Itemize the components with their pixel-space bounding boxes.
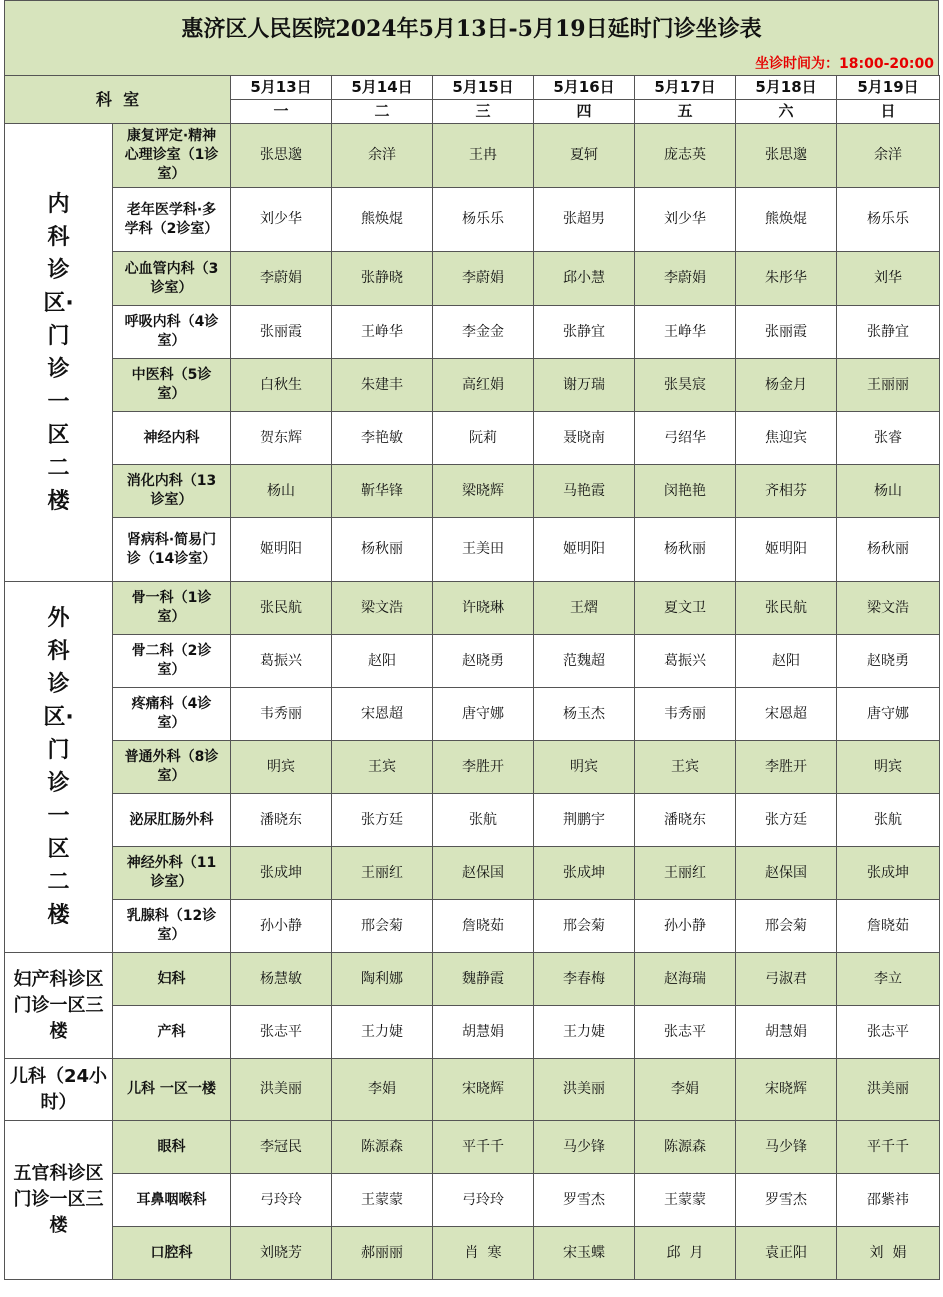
dept-name: 儿科 一区一楼	[113, 1059, 231, 1121]
dept-name: 呼吸内科（4诊室）	[113, 306, 231, 359]
doctor-cell: 赵保国	[736, 847, 837, 900]
table-row	[5, 1006, 940, 1059]
doctor-cell: 张静晓	[332, 252, 433, 306]
doctor-cell: 杨乐乐	[433, 188, 534, 252]
doctor-cell: 张超男	[534, 188, 635, 252]
dept-name: 老年医学科·多学科（2诊室）	[113, 188, 231, 252]
doctor-cell: 罗雪杰	[736, 1174, 837, 1227]
doctor-cell: 张思邈	[231, 124, 332, 188]
doctor-cell: 李金金	[433, 306, 534, 359]
doctor-cell: 胡慧娟	[736, 1006, 837, 1059]
doctor-cell: 明宾	[231, 741, 332, 794]
doctor-cell: 齐相芬	[736, 465, 837, 518]
page-title: 惠济区人民医院2024年5月13日-5月19日延时门诊坐诊表	[4, 0, 939, 53]
table-row	[5, 188, 940, 252]
doctor-cell: 闵艳艳	[635, 465, 736, 518]
doctor-cell: 唐守娜	[837, 688, 940, 741]
doctor-cell: 弓淑君	[736, 953, 837, 1006]
table-row	[5, 359, 940, 412]
doctor-cell: 明宾	[837, 741, 940, 794]
date-header-row	[5, 76, 940, 100]
table-row	[5, 900, 940, 953]
table-row	[5, 582, 940, 635]
dept-name: 口腔科	[113, 1227, 231, 1280]
doctor-cell: 张航	[837, 794, 940, 847]
dept-name: 乳腺科（12诊室）	[113, 900, 231, 953]
doctor-cell: 李艳敏	[332, 412, 433, 465]
doctor-cell: 聂晓南	[534, 412, 635, 465]
doctor-cell: 宋晓辉	[433, 1059, 534, 1121]
doctor-cell: 唐守娜	[433, 688, 534, 741]
doctor-cell: 王丽丽	[837, 359, 940, 412]
doctor-cell: 张丽霞	[736, 306, 837, 359]
doctor-cell: 王丽红	[635, 847, 736, 900]
doctor-cell: 邵紫祎	[837, 1174, 940, 1227]
doctor-cell: 邢会菊	[332, 900, 433, 953]
dept-name: 眼科	[113, 1121, 231, 1174]
doctor-cell: 宋恩超	[736, 688, 837, 741]
doctor-cell: 余洋	[837, 124, 940, 188]
doctor-cell: 韦秀丽	[231, 688, 332, 741]
doctor-cell: 朱彤华	[736, 252, 837, 306]
doctor-cell: 孙小静	[635, 900, 736, 953]
dept-name: 神经内科	[113, 412, 231, 465]
doctor-cell: 张成坤	[231, 847, 332, 900]
weekday-header: 五	[635, 100, 736, 124]
doctor-cell: 王美田	[433, 518, 534, 582]
doctor-cell: 张方廷	[736, 794, 837, 847]
weekday-header: 一	[231, 100, 332, 124]
doctor-cell: 宋晓辉	[736, 1059, 837, 1121]
doctor-cell: 姬明阳	[534, 518, 635, 582]
doctor-cell: 刘 娟	[837, 1227, 940, 1280]
doctor-cell: 马少锋	[534, 1121, 635, 1174]
doctor-cell: 熊焕焜	[736, 188, 837, 252]
doctor-cell: 杨慧敏	[231, 953, 332, 1006]
doctor-cell: 邢会菊	[736, 900, 837, 953]
clinic-time-note: 坐诊时间为：18:00-20:00	[4, 53, 939, 75]
doctor-cell: 李胜开	[736, 741, 837, 794]
doctor-cell: 赵保国	[433, 847, 534, 900]
doctor-cell: 赵阳	[332, 635, 433, 688]
doctor-cell: 邱 月	[635, 1227, 736, 1280]
zone-label: 儿科（24小时）	[5, 1059, 113, 1121]
doctor-cell: 夏文卫	[635, 582, 736, 635]
doctor-cell: 陈源森	[635, 1121, 736, 1174]
date-header: 5月13日	[231, 76, 332, 100]
doctor-cell: 李立	[837, 953, 940, 1006]
doctor-cell: 李蔚娟	[433, 252, 534, 306]
doctor-cell: 刘晓芳	[231, 1227, 332, 1280]
doctor-cell: 王丽红	[332, 847, 433, 900]
date-header: 5月16日	[534, 76, 635, 100]
zone-label: 内科诊区·门诊一区二楼	[5, 124, 113, 582]
doctor-cell: 刘华	[837, 252, 940, 306]
doctor-cell: 孙小静	[231, 900, 332, 953]
table-row	[5, 1059, 940, 1121]
doctor-cell: 梁文浩	[332, 582, 433, 635]
doctor-cell: 詹晓茹	[433, 900, 534, 953]
doctor-cell: 余洋	[332, 124, 433, 188]
doctor-cell: 弓玲玲	[433, 1174, 534, 1227]
table-row	[5, 741, 940, 794]
dept-name: 泌尿肛肠外科	[113, 794, 231, 847]
doctor-cell: 王冉	[433, 124, 534, 188]
doctor-cell: 宋恩超	[332, 688, 433, 741]
doctor-cell: 韦秀丽	[635, 688, 736, 741]
doctor-cell: 李春梅	[534, 953, 635, 1006]
weekday-header: 二	[332, 100, 433, 124]
doctor-cell: 罗雪杰	[534, 1174, 635, 1227]
dept-name: 神经外科（11诊室）	[113, 847, 231, 900]
weekday-header: 四	[534, 100, 635, 124]
date-header: 5月14日	[332, 76, 433, 100]
doctor-cell: 朱建丰	[332, 359, 433, 412]
doctor-cell: 夏轲	[534, 124, 635, 188]
table-row	[5, 794, 940, 847]
doctor-cell: 潘晓东	[231, 794, 332, 847]
doctor-cell: 刘少华	[231, 188, 332, 252]
doctor-cell: 梁文浩	[837, 582, 940, 635]
doctor-cell: 张静宜	[534, 306, 635, 359]
doctor-cell: 阮莉	[433, 412, 534, 465]
doctor-cell: 张静宜	[837, 306, 940, 359]
dept-name: 康复评定·精神心理诊室（1诊室）	[113, 124, 231, 188]
doctor-cell: 姬明阳	[231, 518, 332, 582]
doctor-cell: 李娟	[635, 1059, 736, 1121]
doctor-cell: 杨秋丽	[837, 518, 940, 582]
doctor-cell: 魏静霞	[433, 953, 534, 1006]
doctor-cell: 杨金月	[736, 359, 837, 412]
doctor-cell: 杨玉杰	[534, 688, 635, 741]
doctor-cell: 张民航	[231, 582, 332, 635]
doctor-cell: 贺东辉	[231, 412, 332, 465]
dept-name: 消化内科（13诊室）	[113, 465, 231, 518]
doctor-cell: 李娟	[332, 1059, 433, 1121]
doctor-cell: 赵海瑞	[635, 953, 736, 1006]
doctor-cell: 李冠民	[231, 1121, 332, 1174]
weekday-header: 六	[736, 100, 837, 124]
zone-label: 妇产科诊区门诊一区三楼	[5, 953, 113, 1059]
doctor-cell: 邢会菊	[534, 900, 635, 953]
dept-name: 妇科	[113, 953, 231, 1006]
table-row	[5, 306, 940, 359]
doctor-cell: 杨秋丽	[635, 518, 736, 582]
doctor-cell: 郝丽丽	[332, 1227, 433, 1280]
zone-label: 五官科诊区门诊一区三楼	[5, 1121, 113, 1280]
doctor-cell: 赵晓勇	[837, 635, 940, 688]
doctor-cell: 李胜开	[433, 741, 534, 794]
table-row	[5, 252, 940, 306]
dept-name: 耳鼻咽喉科	[113, 1174, 231, 1227]
doctor-cell: 平千千	[837, 1121, 940, 1174]
table-row	[5, 688, 940, 741]
doctor-cell: 王峥华	[332, 306, 433, 359]
doctor-cell: 赵阳	[736, 635, 837, 688]
table-row	[5, 1121, 940, 1174]
doctor-cell: 李蔚娟	[231, 252, 332, 306]
doctor-cell: 陈源森	[332, 1121, 433, 1174]
doctor-cell: 王熠	[534, 582, 635, 635]
doctor-cell: 范魏超	[534, 635, 635, 688]
doctor-cell: 姬明阳	[736, 518, 837, 582]
doctor-cell: 潘晓东	[635, 794, 736, 847]
dept-name: 骨二科（2诊室）	[113, 635, 231, 688]
zone-label: 外科诊区·门诊一区二楼	[5, 582, 113, 953]
doctor-cell: 邱小慧	[534, 252, 635, 306]
doctor-cell: 荆鹏宇	[534, 794, 635, 847]
table-row	[5, 518, 940, 582]
doctor-cell: 肖 寒	[433, 1227, 534, 1280]
doctor-cell: 洪美丽	[534, 1059, 635, 1121]
doctor-cell: 詹晓茹	[837, 900, 940, 953]
doctor-cell: 梁晓辉	[433, 465, 534, 518]
dept-name: 疼痛科（4诊室）	[113, 688, 231, 741]
doctor-cell: 白秋生	[231, 359, 332, 412]
dept-name: 骨一科（1诊室）	[113, 582, 231, 635]
doctor-cell: 杨山	[837, 465, 940, 518]
doctor-cell: 杨乐乐	[837, 188, 940, 252]
doctor-cell: 马艳霞	[534, 465, 635, 518]
doctor-cell: 张思邈	[736, 124, 837, 188]
doctor-cell: 平千千	[433, 1121, 534, 1174]
doctor-cell: 弓玲玲	[231, 1174, 332, 1227]
doctor-cell: 张昊宸	[635, 359, 736, 412]
doctor-cell: 杨山	[231, 465, 332, 518]
doctor-cell: 谢万瑞	[534, 359, 635, 412]
doctor-cell: 袁正阳	[736, 1227, 837, 1280]
weekday-header: 三	[433, 100, 534, 124]
doctor-cell: 王宾	[332, 741, 433, 794]
date-header: 5月15日	[433, 76, 534, 100]
doctor-cell: 王力婕	[332, 1006, 433, 1059]
table-row	[5, 124, 940, 188]
doctor-cell: 弓绍华	[635, 412, 736, 465]
table-row	[5, 635, 940, 688]
dept-header-label: 科 室	[95, 90, 140, 109]
doctor-cell: 葛振兴	[635, 635, 736, 688]
doctor-cell: 张民航	[736, 582, 837, 635]
schedule-sheet	[4, 0, 939, 1280]
doctor-cell: 张睿	[837, 412, 940, 465]
doctor-cell: 庞志英	[635, 124, 736, 188]
dept-name: 心血管内科（3诊室）	[113, 252, 231, 306]
table-row	[5, 1227, 940, 1280]
doctor-cell: 王蒙蒙	[332, 1174, 433, 1227]
doctor-cell: 王力婕	[534, 1006, 635, 1059]
doctor-cell: 许晓琳	[433, 582, 534, 635]
doctor-cell: 葛振兴	[231, 635, 332, 688]
doctor-cell: 张志平	[635, 1006, 736, 1059]
dept-name: 普通外科（8诊室）	[113, 741, 231, 794]
doctor-cell: 焦迎宾	[736, 412, 837, 465]
doctor-cell: 张航	[433, 794, 534, 847]
doctor-cell: 洪美丽	[837, 1059, 940, 1121]
schedule-body	[5, 76, 940, 1280]
weekday-header: 日	[837, 100, 940, 124]
date-header: 5月19日	[837, 76, 940, 100]
doctor-cell: 赵晓勇	[433, 635, 534, 688]
doctor-cell: 张成坤	[837, 847, 940, 900]
doctor-cell: 陶利娜	[332, 953, 433, 1006]
doctor-cell: 熊焕焜	[332, 188, 433, 252]
date-header: 5月18日	[736, 76, 837, 100]
schedule-table	[4, 75, 940, 1280]
doctor-cell: 王峥华	[635, 306, 736, 359]
doctor-cell: 张丽霞	[231, 306, 332, 359]
table-row	[5, 847, 940, 900]
doctor-cell: 张成坤	[534, 847, 635, 900]
doctor-cell: 张志平	[231, 1006, 332, 1059]
doctor-cell: 明宾	[534, 741, 635, 794]
table-row	[5, 953, 940, 1006]
dept-header	[5, 76, 231, 124]
doctor-cell: 张志平	[837, 1006, 940, 1059]
doctor-cell: 刘少华	[635, 188, 736, 252]
doctor-cell: 靳华锋	[332, 465, 433, 518]
dept-name: 产科	[113, 1006, 231, 1059]
doctor-cell: 洪美丽	[231, 1059, 332, 1121]
table-row	[5, 412, 940, 465]
doctor-cell: 胡慧娟	[433, 1006, 534, 1059]
dept-name: 中医科（5诊室）	[113, 359, 231, 412]
dept-name: 肾病科·简易门诊（14诊室）	[113, 518, 231, 582]
doctor-cell: 杨秋丽	[332, 518, 433, 582]
doctor-cell: 王蒙蒙	[635, 1174, 736, 1227]
doctor-cell: 宋玉蝶	[534, 1227, 635, 1280]
table-row	[5, 465, 940, 518]
doctor-cell: 李蔚娟	[635, 252, 736, 306]
date-header: 5月17日	[635, 76, 736, 100]
doctor-cell: 马少锋	[736, 1121, 837, 1174]
table-row	[5, 1174, 940, 1227]
doctor-cell: 张方廷	[332, 794, 433, 847]
doctor-cell: 王宾	[635, 741, 736, 794]
doctor-cell: 高红娟	[433, 359, 534, 412]
